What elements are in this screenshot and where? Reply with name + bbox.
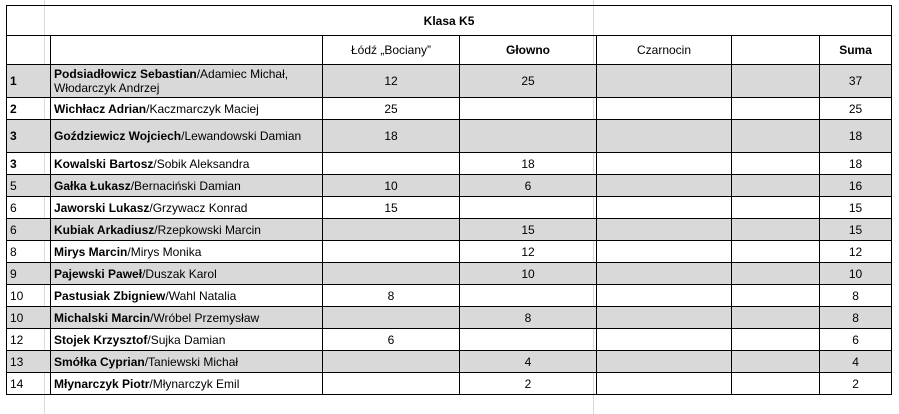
place-cell[interactable]: 13	[7, 351, 51, 373]
crew-cell[interactable]	[51, 307, 323, 329]
crew-lead-name: Jaworski Lukasz	[54, 200, 150, 215]
crew-partner-names: /Młynarczyk Emil	[149, 376, 240, 391]
crew-cell[interactable]	[51, 241, 323, 263]
crew-cell[interactable]	[51, 351, 323, 373]
table-row	[7, 153, 892, 175]
crew-partner-names: /Lewandowski Damian	[181, 129, 302, 143]
header-cell-place[interactable]	[7, 36, 51, 65]
glowno-points-cell[interactable]: 8	[460, 307, 597, 329]
crew-lead-name: Pastusiak Zbigniew	[54, 288, 166, 303]
place-cell[interactable]: 5	[7, 175, 51, 197]
crew-cell[interactable]	[51, 373, 323, 395]
czarnocin-points-cell[interactable]	[597, 120, 732, 153]
table-row	[7, 98, 892, 120]
glowno-points-cell[interactable]	[460, 98, 597, 120]
place-cell[interactable]: 10	[7, 307, 51, 329]
empty-cell[interactable]	[732, 329, 820, 351]
table-row	[7, 241, 892, 263]
crew-partner-names: /Duszak Karol	[142, 266, 217, 281]
empty-cell[interactable]	[732, 351, 820, 373]
lodz-points-cell[interactable]	[323, 241, 460, 263]
czarnocin-points-cell[interactable]	[597, 65, 732, 98]
suma-cell[interactable]: 8	[820, 307, 892, 329]
suma-cell[interactable]: 15	[820, 219, 892, 241]
lodz-points-cell[interactable]	[323, 373, 460, 395]
crew-lead-name: Pajewski Paweł	[54, 266, 143, 281]
crew-partner-names: /Sujka Damian	[147, 332, 226, 347]
crew-lead-name: Mirys Marcin	[54, 244, 128, 259]
crew-cell[interactable]	[51, 285, 323, 307]
crew-partner-names: /Wróbel Przemysław	[150, 310, 260, 325]
place-cell[interactable]: 6	[7, 219, 51, 241]
czarnocin-points-cell[interactable]	[597, 373, 732, 395]
header-cell-lodz[interactable]: Łódź „Bociany”	[323, 36, 460, 65]
header-cell-empty[interactable]	[732, 36, 820, 65]
crew-lead-name: Stojek Krzysztof	[54, 332, 148, 347]
lodz-points-cell[interactable]	[323, 219, 460, 241]
suma-cell[interactable]: 25	[820, 98, 892, 120]
czarnocin-points-cell[interactable]	[597, 263, 732, 285]
lodz-points-cell[interactable]: 15	[323, 197, 460, 219]
lodz-points-cell[interactable]	[323, 351, 460, 373]
suma-cell[interactable]: 8	[820, 285, 892, 307]
header-cell-suma[interactable]: Suma	[820, 36, 892, 65]
lodz-points-cell[interactable]: 10	[323, 175, 460, 197]
czarnocin-points-cell[interactable]	[597, 285, 732, 307]
empty-cell[interactable]	[732, 120, 820, 153]
table-row	[7, 175, 892, 197]
crew-partner-names: /Mirys Monika	[127, 244, 202, 259]
crew-lead-name: Kubiak Arkadiusz	[54, 222, 155, 237]
empty-cell[interactable]	[732, 373, 820, 395]
crew-cell[interactable]	[51, 219, 323, 241]
crew-cell[interactable]	[51, 329, 323, 351]
suma-cell[interactable]: 18	[820, 153, 892, 175]
crew-partner-names: /Kaczmarczyk Maciej	[146, 101, 259, 116]
crew-lead-name: Smółka Cyprian	[54, 354, 145, 369]
table-row	[7, 65, 892, 98]
place-cell[interactable]: 3	[7, 120, 51, 153]
place-cell[interactable]: 9	[7, 263, 51, 285]
czarnocin-points-cell[interactable]	[597, 197, 732, 219]
empty-cell[interactable]	[732, 98, 820, 120]
glowno-points-cell[interactable]	[460, 120, 597, 153]
lodz-points-cell[interactable]	[323, 307, 460, 329]
glowno-points-cell[interactable]: 6	[460, 175, 597, 197]
glowno-points-cell[interactable]: 4	[460, 351, 597, 373]
table-row	[7, 373, 892, 395]
empty-cell[interactable]	[732, 197, 820, 219]
place-cell[interactable]: 8	[7, 241, 51, 263]
crew-lead-name: Michalski Marcin	[54, 310, 151, 325]
table-row	[7, 307, 892, 329]
suma-cell[interactable]: 15	[820, 197, 892, 219]
crew-partner-names: /Sobik Aleksandra	[153, 156, 250, 171]
crew-partner-names: /Rzepkowski Marcin	[154, 222, 261, 237]
glowno-points-cell[interactable]: 18	[460, 153, 597, 175]
suma-cell[interactable]: 4	[820, 351, 892, 373]
czarnocin-points-cell[interactable]	[597, 219, 732, 241]
crew-partner-names: /Bernaciński Damian	[130, 178, 241, 193]
suma-cell[interactable]: 16	[820, 175, 892, 197]
suma-cell[interactable]: 37	[820, 65, 892, 98]
header-row	[7, 36, 892, 65]
czarnocin-points-cell[interactable]	[597, 153, 732, 175]
empty-cell[interactable]	[732, 219, 820, 241]
czarnocin-points-cell[interactable]	[597, 241, 732, 263]
czarnocin-points-cell[interactable]	[597, 329, 732, 351]
empty-cell[interactable]	[732, 241, 820, 263]
place-cell[interactable]: 14	[7, 373, 51, 395]
table-row	[7, 219, 892, 241]
glowno-points-cell[interactable]: 15	[460, 219, 597, 241]
lodz-points-cell[interactable]	[323, 153, 460, 175]
lodz-points-cell[interactable]: 8	[323, 285, 460, 307]
lodz-points-cell[interactable]	[323, 263, 460, 285]
table-row	[7, 329, 892, 351]
empty-cell[interactable]	[732, 307, 820, 329]
crew-partner-names: /Grzywacz Konrad	[149, 200, 248, 215]
empty-cell[interactable]	[732, 263, 820, 285]
suma-cell[interactable]: 6	[820, 329, 892, 351]
table-row	[7, 197, 892, 219]
crew-partner-names: /Taniewski Michał	[144, 354, 239, 369]
czarnocin-points-cell[interactable]	[597, 307, 732, 329]
crew-partner-names: /Adamiec Michał, Włodarczyk Andrzej	[54, 67, 289, 95]
suma-cell[interactable]: 10	[820, 263, 892, 285]
glowno-points-cell[interactable]: 2	[460, 373, 597, 395]
place-cell[interactable]: 10	[7, 285, 51, 307]
crew-lead-name: Podsiadłowicz Sebastian	[54, 67, 197, 81]
table-row	[7, 263, 892, 285]
place-cell[interactable]: 12	[7, 329, 51, 351]
crew-cell[interactable]	[51, 65, 323, 98]
czarnocin-points-cell[interactable]	[597, 351, 732, 373]
czarnocin-points-cell[interactable]	[597, 175, 732, 197]
czarnocin-points-cell[interactable]	[597, 98, 732, 120]
place-cell[interactable]: 6	[7, 197, 51, 219]
lodz-points-cell[interactable]: 25	[323, 98, 460, 120]
crew-cell[interactable]	[51, 175, 323, 197]
suma-cell[interactable]: 2	[820, 373, 892, 395]
table-row	[7, 351, 892, 373]
crew-partner-names: /Wahl Natalia	[165, 288, 237, 303]
crew-cell[interactable]	[51, 98, 323, 120]
glowno-points-cell[interactable]	[460, 329, 597, 351]
glowno-points-cell[interactable]: 25	[460, 65, 597, 98]
empty-cell[interactable]	[732, 153, 820, 175]
header-cell-glowno[interactable]: Głowno	[460, 36, 597, 65]
glowno-points-cell[interactable]: 12	[460, 241, 597, 263]
lodz-points-cell[interactable]: 18	[323, 120, 460, 153]
crew-cell[interactable]	[51, 153, 323, 175]
glowno-points-cell[interactable]: 10	[460, 263, 597, 285]
crew-lead-name: Kowalski Bartosz	[54, 156, 154, 171]
crew-lead-name: Gałka Łukasz	[54, 178, 131, 193]
crew-lead-name: Goździewicz Wojciech	[54, 129, 182, 143]
empty-cell[interactable]	[732, 175, 820, 197]
lodz-points-cell[interactable]: 6	[323, 329, 460, 351]
lodz-points-cell[interactable]: 12	[323, 65, 460, 98]
crew-lead-name: Wichłacz Adrian	[54, 101, 147, 116]
place-cell[interactable]: 1	[7, 65, 51, 98]
table-row	[7, 285, 892, 307]
empty-cell[interactable]	[732, 285, 820, 307]
glowno-points-cell[interactable]	[460, 197, 597, 219]
empty-cell[interactable]	[732, 65, 820, 98]
table-row	[7, 120, 892, 153]
crew-cell[interactable]	[51, 197, 323, 219]
place-cell[interactable]: 2	[7, 98, 51, 120]
suma-cell[interactable]: 12	[820, 241, 892, 263]
crew-lead-name: Młynarczyk Piotr	[54, 376, 150, 391]
glowno-points-cell[interactable]	[460, 285, 597, 307]
table-title[interactable]: Klasa K5	[7, 6, 892, 36]
results-table	[6, 5, 892, 395]
suma-cell[interactable]: 18	[820, 120, 892, 153]
header-cell-crew[interactable]	[51, 36, 323, 65]
crew-cell[interactable]	[51, 263, 323, 285]
header-cell-czarnocin[interactable]: Czarnocin	[597, 36, 732, 65]
crew-cell[interactable]	[51, 120, 323, 153]
place-cell[interactable]: 3	[7, 153, 51, 175]
